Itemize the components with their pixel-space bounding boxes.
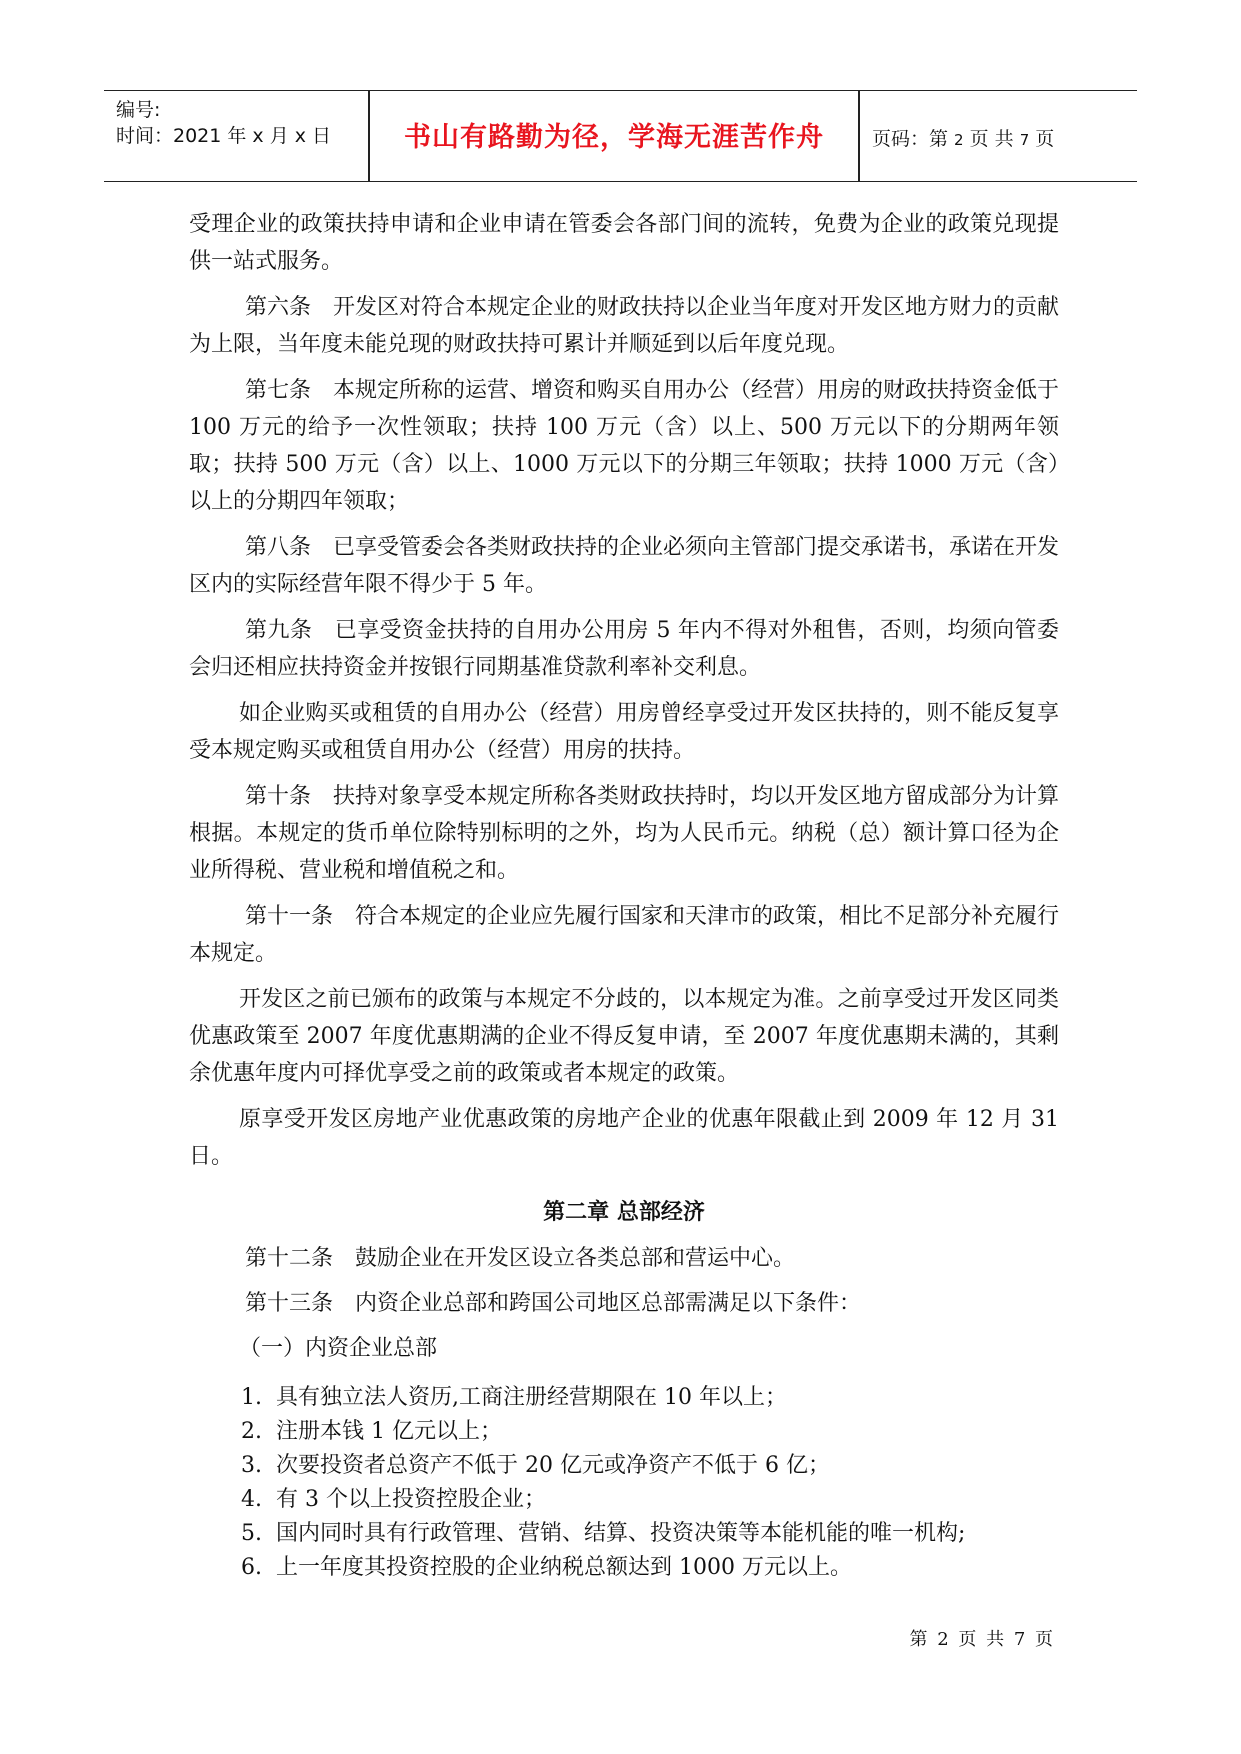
serial-label: 编号:: [116, 99, 161, 121]
list-item-number: 1.: [241, 1385, 262, 1410]
list-item-text: 注册本钱 1 亿元以上；: [276, 1419, 502, 1444]
footer-current-page: 2: [937, 1629, 951, 1650]
page-label-suffix: 页: [1029, 128, 1055, 150]
list-item-number: 4.: [241, 1487, 262, 1512]
list-item-number: 5.: [241, 1521, 262, 1546]
article-12: 第十二条 鼓励企业在开发区设立各类总部和营运中心。: [245, 1246, 796, 1271]
list-item: [189, 1415, 1059, 1449]
header-page-number: [872, 124, 1054, 151]
list-item-text: 国内同时具有行政管理、营销、结算、投资决策等本能机能的唯一机构;: [276, 1521, 966, 1546]
footer-total-pages: 7: [1013, 1629, 1028, 1650]
page-total: 7: [1019, 131, 1030, 149]
chapter-2-body: [189, 1240, 1059, 1585]
article-6: 第六条 开发区对符合本规定企业的财政扶持以企业当年度对开发区地方财力的贡献为上限，当年度未能兑现的财政扶持可累计并顺延到以后年度兑现。: [189, 295, 1060, 357]
list-item-number: 3.: [241, 1453, 262, 1478]
document-body: [189, 206, 1059, 1184]
article-11: 第十一条 符合本规定的企业应先履行国家和天津市的政策，相比不足部分补充履行本规定。: [189, 904, 1060, 966]
article-13: 第十三条 内资企业总部和跨国公司地区总部需满足以下条件：: [245, 1291, 862, 1316]
page-header: [104, 90, 1137, 182]
paragraph: 受理企业的政策扶持申请和企业申请在管委会各部门间的流转，免费为企业的政策兑现提供一站式服务。: [189, 212, 1059, 274]
list-item: [189, 1381, 1059, 1415]
page-label-prefix: 页码：第: [872, 128, 955, 150]
paragraph: 原享受开发区房地产业优惠政策的房地产企业的优惠年限截止到 2009 年 12 月 31 日。: [189, 1107, 1059, 1169]
article-10: 第十条 扶持对象享受本规定所称各类财政扶持时，均以开发区地方留成部分为计算根据。本规定的货币单位除特别标明的之外，均为人民币元。纳税（总）额计算口径为企业所得税、营业税和增值税之和。: [189, 784, 1060, 883]
article-7: 第七条 本规定所称的运营、增资和购买自用办公（经营）用房的财政扶持资金低于 100 万元的给予一次性领取；扶持 100 万元（含）以上、500 万元以下的分期两年领取；扶持 500 万元（含）以上、1000 万元以下的分期三年领取；扶持 1000 万元（含）以上的分期四年领取；: [189, 378, 1060, 514]
list-item-text: 有 3 个以上投资控股企业；: [276, 1487, 546, 1512]
requirements-list: [189, 1381, 1059, 1585]
article-8: 第八条 已享受管委会各类财政扶持的企业必须向主管部门提交承诺书，承诺在开发区内的实际经营年限不得少于 5 年。: [189, 535, 1060, 597]
header-divider: [858, 91, 860, 181]
footer-suffix: 页: [1027, 1629, 1055, 1650]
page-label-mid: 页 共: [963, 128, 1020, 150]
page-footer: [909, 1625, 1055, 1651]
header-motto: 书山有路勤为径，学海无涯苦作舟: [404, 122, 824, 153]
page-current: 2: [954, 131, 964, 149]
list-item-text: 具有独立法人资历,工商注册经营期限在 10 年以上；: [276, 1385, 787, 1410]
sub-heading: （一）内资企业总部: [239, 1336, 438, 1361]
list-item-text: 上一年度其投资控股的企业纳税总额达到 1000 万元以上。: [276, 1555, 852, 1580]
paragraph: 开发区之前已颁布的政策与本规定不分歧的，以本规定为准。之前享受过开发区同类优惠政策至 2007 年度优惠期满的企业不得反复申请，至 2007 年度优惠期未满的，其剩余优惠年度内可择优享受之前的政策或者本规定的政策。: [189, 987, 1059, 1086]
time-label: 时间：2021 年 x 月 x 日: [116, 125, 332, 147]
list-item-number: 2.: [241, 1419, 262, 1444]
footer-prefix: 第: [909, 1629, 938, 1650]
list-item: [189, 1517, 1059, 1551]
list-item-number: 6.: [241, 1555, 262, 1580]
list-item: [189, 1483, 1059, 1517]
footer-mid: 页 共: [950, 1629, 1014, 1650]
chapter-title: 第二章 总部经济: [543, 1200, 705, 1225]
article-9: 第九条 已享受资金扶持的自用办公用房 5 年内不得对外租售，否则，均须向管委会归还相应扶持资金并按银行同期基准贷款利率补交利息。: [189, 618, 1059, 680]
list-item: [189, 1449, 1059, 1483]
list-item: [189, 1551, 1059, 1585]
list-item-text: 次要投资者总资产不低于 20 亿元或净资产不低于 6 亿；: [276, 1453, 830, 1478]
paragraph: 如企业购买或租赁的自用办公（经营）用房曾经享受过开发区扶持的，则不能反复享受本规定购买或租赁自用办公（经营）用房的扶持。: [189, 701, 1059, 763]
